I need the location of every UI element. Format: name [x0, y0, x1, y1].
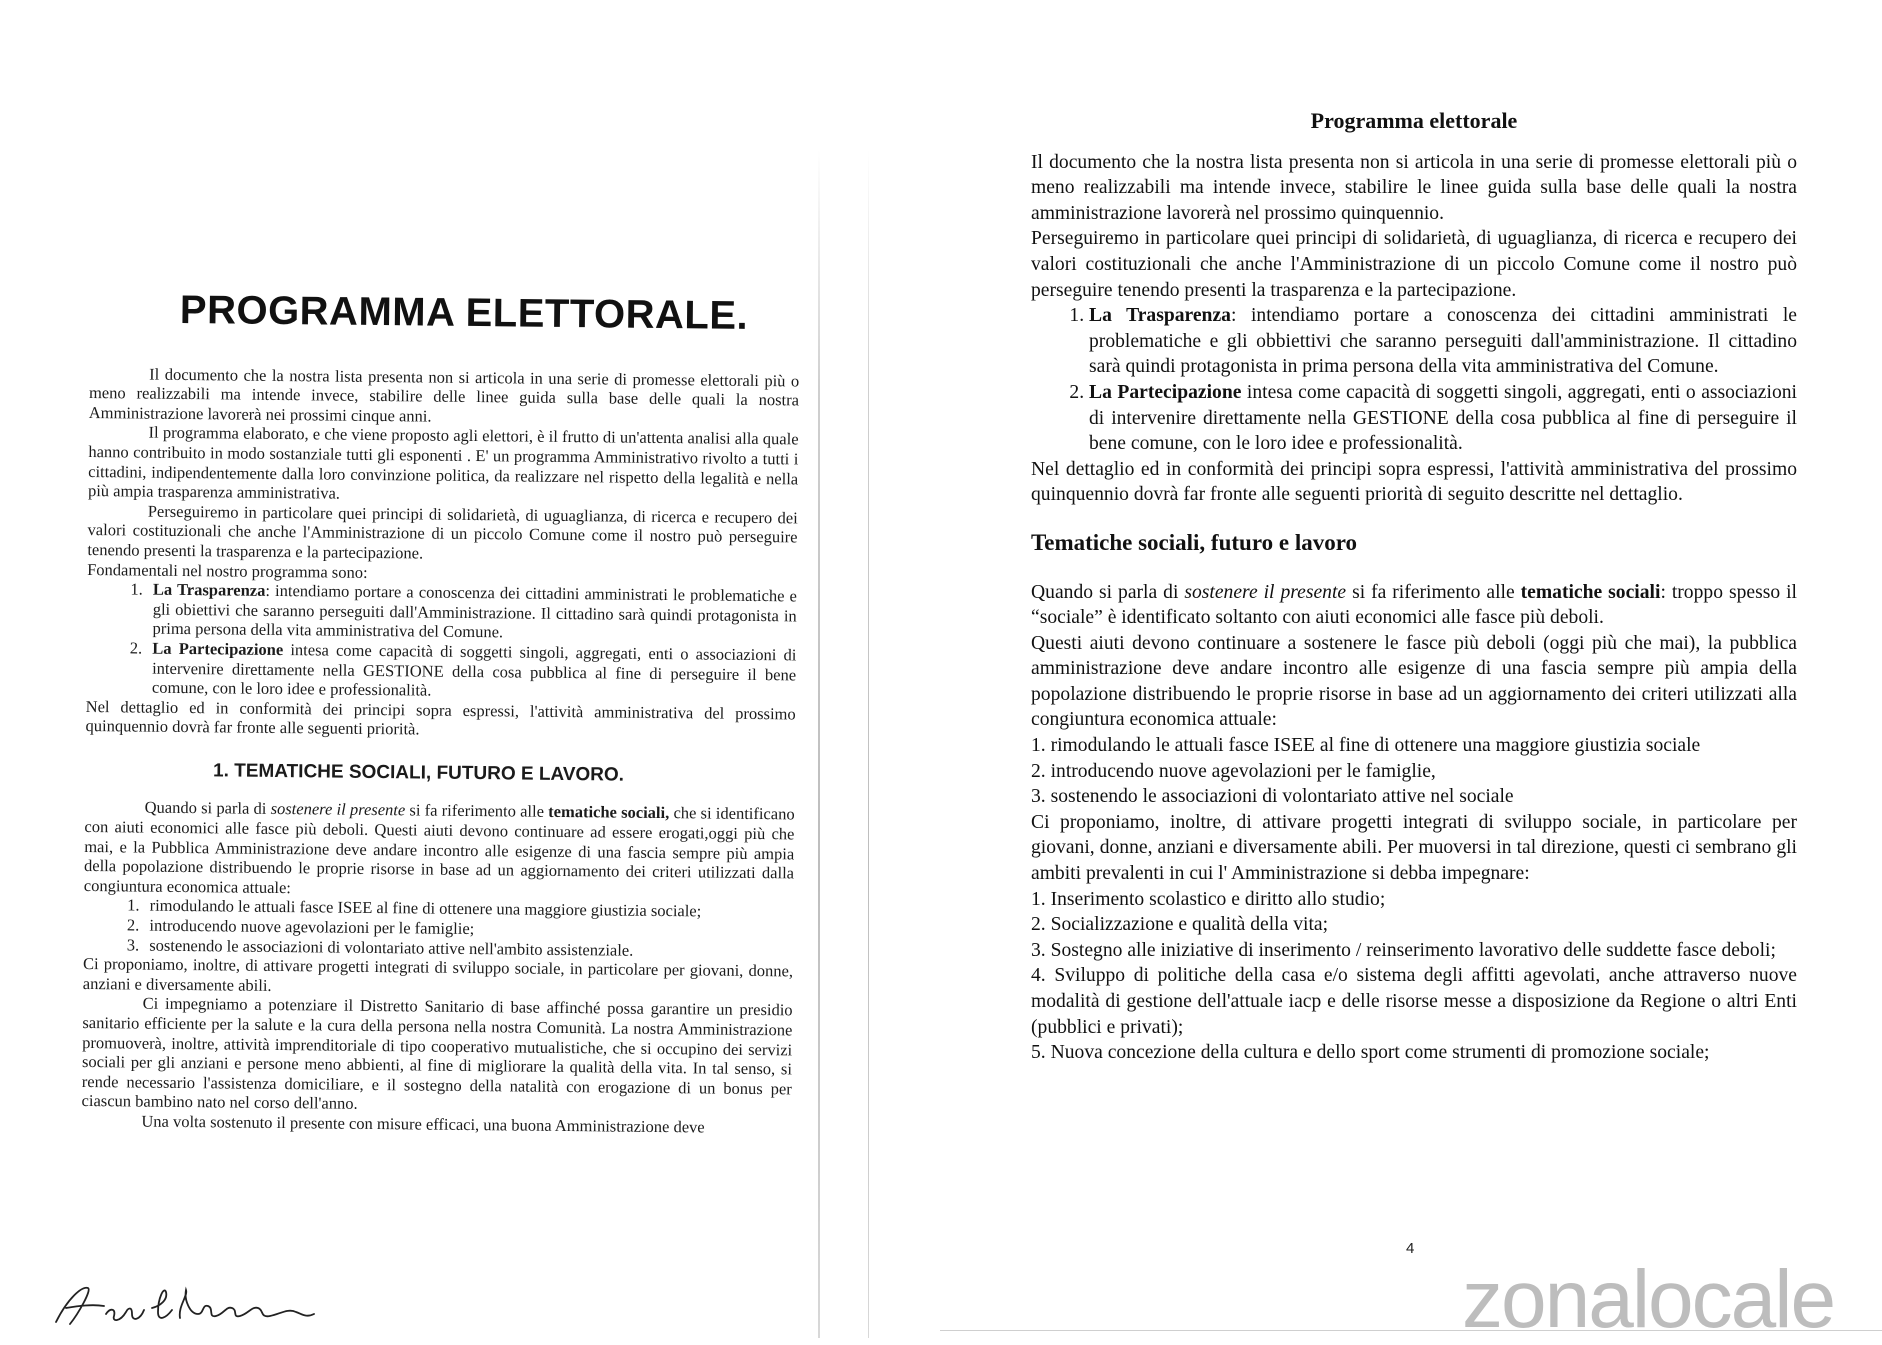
paragraph: [1031, 580, 1797, 631]
typed-page: [940, 0, 1882, 1345]
list-item: 3. sostenendo le associazioni di volontariato attive nell'ambito assistenziale.: [143, 935, 793, 961]
principle-name: La Trasparenza: [152, 579, 266, 600]
principle-name: La Partecipazione: [152, 638, 284, 659]
paragraph: Nel dettaglio ed in conformità dei principi sopra espressi, l'attività amministrativa del prossimo quinquennio dovrà far fronte alle seguenti priorità di seguito descritte nel dettaglio.: [1031, 458, 1797, 506]
paragraph: Perseguiremo in particolare quei principi di solidarietà, di uguaglianza, di ricerca e recupero dei valori costituzionali che anche l'Amministrazione di un piccolo Comune come il nostro può perseguire tenendo presenti la trasparenza e la partecipazione.: [1031, 228, 1797, 301]
scanned-page: [0, 0, 900, 1338]
paragraph: Il documento che la nostra lista presenta non si articola in una serie di promesse elettorali più o meno realizzabili ma intende invece, stabilire delle linee guida sulla base delle quali la nostra Amministrazione lavorerà nei prossimi cinque anni.: [88, 364, 800, 426]
emphasis: sostenere il presente: [270, 799, 406, 820]
list-item: [1089, 303, 1797, 380]
strong-text: tematiche sociali: [1520, 581, 1661, 603]
area-line: 2. Socializzazione e qualità della vita;: [1031, 914, 1329, 936]
text-run: si fa riferimento alle: [405, 800, 549, 822]
principle-name: La Trasparenza: [1089, 305, 1231, 327]
paragraph: Nel dettaglio ed in conformità dei principi sopra espressi, l'attività amministrativa del prossimo quinquennio dovrà far fronte alle seguenti priorità.: [85, 696, 796, 739]
list-item: [146, 639, 797, 705]
paragraph: Questi aiuti devono continuare a sostenere le fasce più deboli (oggi più che mai), la pubblica amministrazione deve andare incontro alle esigenze di una fascia sempre più ampia della popolazione distribuendo le proprie risorse in base ad un aggiornamento dei criteri utilizzati alla congiuntura economica attuale:: [1031, 632, 1797, 731]
measure-line: 1. rimodulando le attuali fasce ISEE al fine di ottenere una maggiore giustizia sociale: [1031, 735, 1701, 757]
paragraph: Una volta sostenuto il presente con misure efficaci, una buona Amministrazione deve: [141, 1111, 705, 1137]
principle-name: La Partecipazione: [1089, 381, 1242, 403]
paragraph: Ci impegniamo a potenziare il Distretto Sanitario di base affinché possa garantire un presidio sanitario efficiente per la salute e la cura della persona nella nostra Comunità. La nostra Amministrazione promuoverà, inoltre, attività imprenditoriale di tipo cooperativo mutualistiche, che si occupino dei servizi sociali per gli anziani e persone meno abbienti, al fine di migliorare la qualità della vita. In tal senso, si rende necessario l'assistenza domiciliare, e il sostegno della natalità con erogazione di un bonus per ciascun bambino nato nel corso dell'anno.: [81, 993, 793, 1114]
watermark-logo: zonalocale: [1462, 1254, 1835, 1345]
section-heading: 1. TEMATICHE SOCIALI, FUTURO E LAVORO.: [212, 760, 625, 786]
paragraph: Ci proponiamo, inoltre, di attivare progetti integrati di sviluppo sociale, in particolare per giovani, donne, anziani e diversamente abili. Per muoversi in tal direzione, questi ci sembrano gli ambiti prevalenti in cui l' Amministrazione si debba impegnare:: [1031, 811, 1797, 885]
text-run: Quando si parla di: [1031, 581, 1185, 603]
area-line: 1. Inserimento scolastico e diritto allo studio;: [1031, 888, 1386, 910]
text-run: Quando si parla di: [144, 798, 271, 819]
principles-list: [86, 579, 797, 704]
handwritten-signature: [48, 1278, 318, 1332]
text-run: : troppo spesso il “sociale” è identificato soltanto con aiuti economici alle fasce più deboli.: [1031, 581, 1797, 629]
text-run: si fa riferimento alle: [1346, 581, 1521, 603]
text-run: che si identificano con aiuti economici alle fasce più deboli. Questi aiuti devono continuare ad essere erogati,oggi più che mai, e la Pubblica Amministrazione deve andare incontro alle esigenze di una fascia sempre più ampia della popolazione distribuendo le proprie risorse in base ad un aggiornamento dei criteri utilizzati dalla congiuntura economica attuale:: [83, 803, 795, 897]
area-line: 3. Sostegno alle iniziative di inserimento / reinserimento lavorativo delle suddette fasce deboli;: [1031, 939, 1776, 961]
section-heading: Tematiche sociali, futuro e lavoro: [1031, 529, 1358, 555]
scanned-page-body: [81, 287, 800, 1138]
paragraph: Il documento che la nostra lista presenta non si articola in una serie di promesse elettorali più o meno realizzabili ma intende invece, stabilire le linee guida sulla base delle quali la nostra amministrazione lavorerà nel prossimo quinquennio.: [1031, 151, 1797, 224]
list-item: [146, 580, 797, 646]
list-item: 1. rimodulando le attuali fasce ISEE al fine di ottenere una maggiore giustizia sociale;: [144, 896, 794, 922]
page-number: 4: [1406, 1240, 1415, 1257]
paragraph: [84, 797, 795, 902]
area-line: 4. Sviluppo di politiche della casa e/o sistema degli affitti agevolati, anche attraverso nuove modalità di gestione dell'attuale iacp e delle risorse messe a disposizione da Regione o altri Enti (pubblici e privati);: [1031, 965, 1797, 1038]
list-item: [1089, 380, 1797, 457]
area-line: 5. Nuova concezione della cultura e dello sport come strumenti di promozione sociale;: [1031, 1042, 1710, 1064]
measure-line: 3. sostenendo le associazioni di volontariato attive nel sociale: [1031, 786, 1514, 808]
principle-text: intesa come capacità di soggetti singoli, aggregati, enti o associazioni di intervenire direttamente nella GESTIONE della cosa pubblica al fine di perseguire il bene comune, con le loro idee e professionalità.: [151, 639, 797, 700]
strong-text: tematiche sociali,: [548, 802, 670, 823]
principles-list: [1031, 303, 1797, 457]
paragraph: Perseguiremo in particolare quei principi di solidarietà, di uguaglianza, di ricerca e recupero dei valori costituzionali che anche l'Amministrazione di un piccolo Comune come il nostro può perseguire tenendo presenti la trasparenza e la partecipazione.: [87, 501, 798, 563]
paragraph: Ci proponiamo, inoltre, di attivare progetti integrati di sviluppo sociale, in particolare per giovani, donne, anziani e diversamente abili.: [82, 954, 794, 995]
paragraph: Fondamentali nel nostro programma sono:: [87, 559, 368, 582]
list-item: 2. introducendo nuove agevolazioni per le famiglie;: [143, 916, 793, 942]
principle-text: : intendiamo portare a conoscenza dei cittadini amministrati le problematiche e gli obbiettivi che saranno perseguiti dall'amministrazione. Il cittadino sarà quindi protagonista in prima persona della vita amministrativa del Comune.: [1089, 305, 1797, 378]
principle-text: : intendiamo portare a conoscenza dei cittadini amministrati le problematiche e gli obiettivi che saranno perseguiti dall'Amministrazione. Il cittadino sarà quindi protagonista in prima persona della vita amministrativa del Comune.: [152, 580, 798, 642]
page-title: Programma elettorale: [1310, 108, 1518, 133]
measure-line: 2. introducendo nuove agevolazioni per le famiglie,: [1031, 760, 1436, 782]
emphasis: sostenere il presente: [1184, 581, 1347, 603]
principle-text: intesa come capacità di soggetti singoli, aggregati, enti o associazioni di intervenire direttamente nella GESTIONE della cosa pubblica al fine di perseguire il bene comune, con le loro idee e professionalità.: [1089, 381, 1797, 455]
paragraph: Il programma elaborato, e che viene proposto agli elettori, è il frutto di un'attenta analisi alla quale hanno contribuito in modo sostanziale tutti gli esponenti . E' un programma Amministrativo rivolto a tutti i cittadini, indipendentemente dalla loro convinzione politica, da realizzare nel rispetto della legalità e nella più ampia trasparenza amministrativa.: [87, 422, 799, 503]
typed-page-body: [1031, 108, 1797, 1066]
scanned-page-title: PROGRAMMA ELETTORALE.: [179, 287, 749, 338]
measures-list: [83, 895, 794, 961]
